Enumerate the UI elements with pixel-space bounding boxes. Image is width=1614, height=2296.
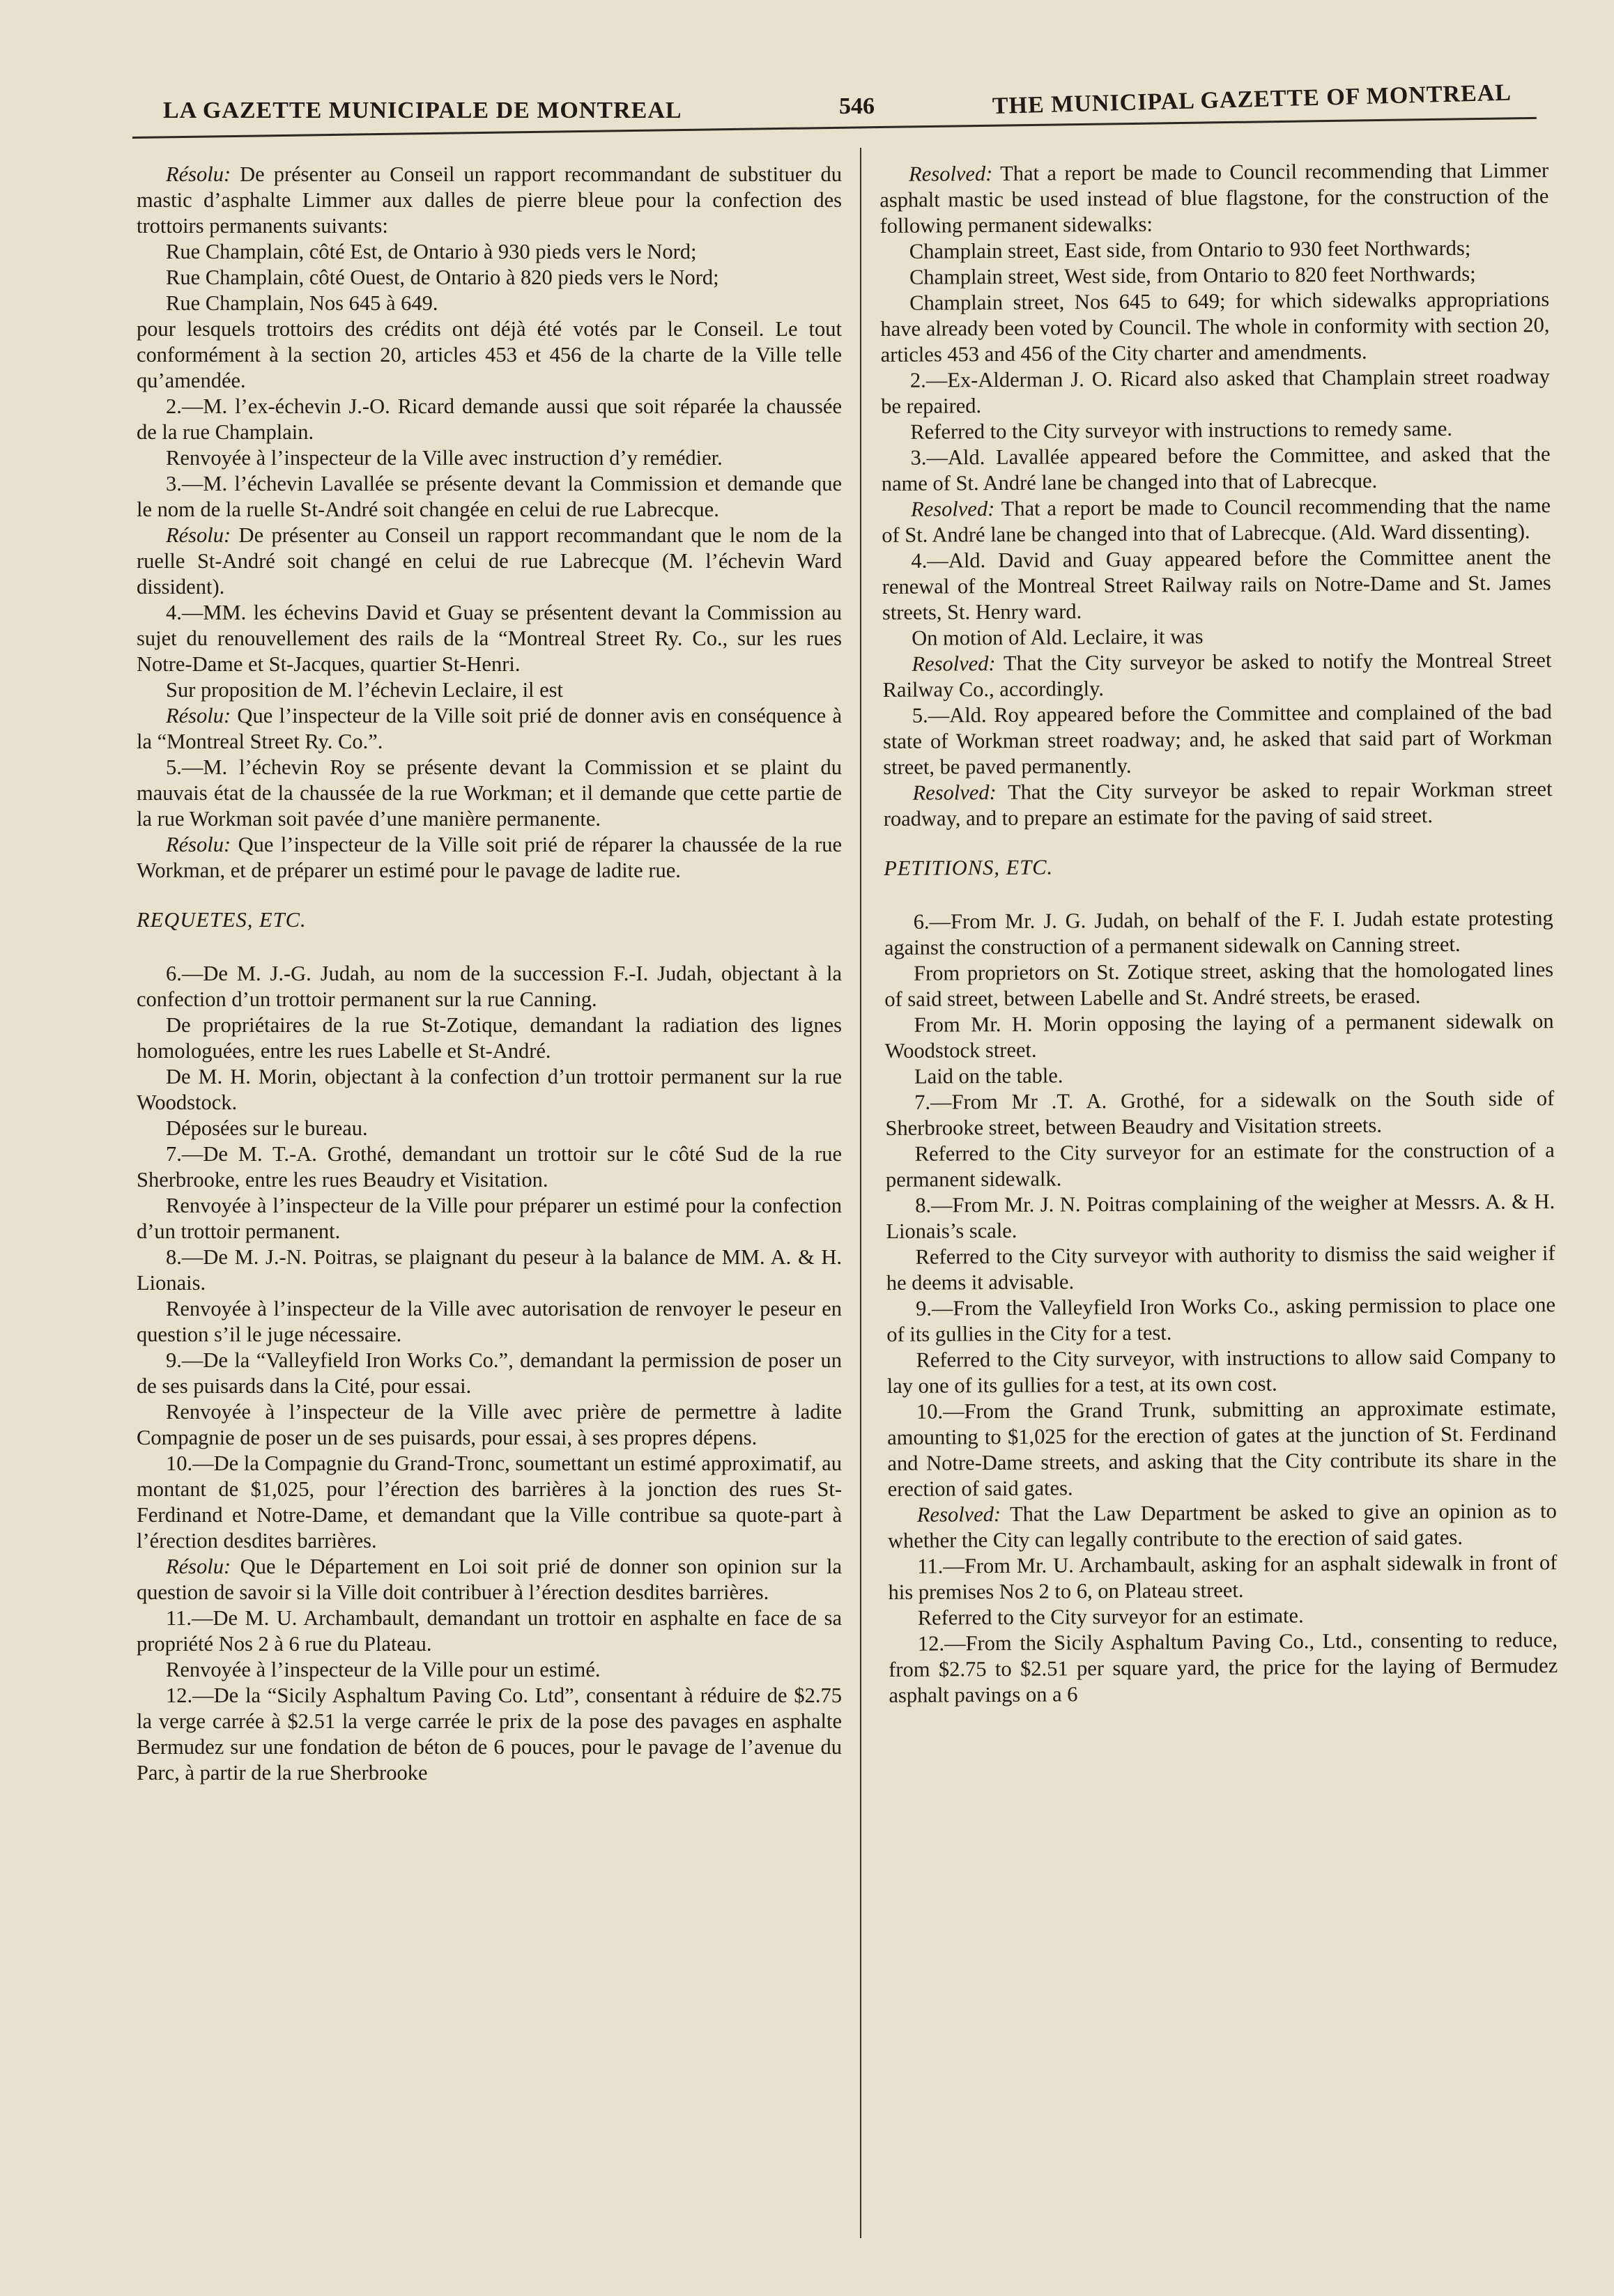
header-french-title: LA GAZETTE MUNICIPALE DE MONTREAL (163, 98, 682, 123)
resolution-lead: Résolu: (166, 1555, 231, 1578)
paragraph (137, 677, 842, 703)
paragraph-text: Laid on the table. (914, 1063, 1063, 1088)
paragraph-text: Champlain street, Nos 645 to 649; for which sidewalks appropriations have already been voted by Council. The whole in conformity with section 20, articles 453 and 456 of the City charter and amendments. (880, 287, 1550, 367)
paragraph-text: pour lesquels trottoirs des crédits ont déjà été votés par le Conseil. Le tout conformément à la section 20, articles 453 et 456 de la charte de la Ville telle qu’amendée. (137, 317, 842, 392)
paragraph (887, 1395, 1557, 1502)
paragraph (137, 1554, 842, 1605)
paragraph-text: De présenter au Conseil un rapport recommandant de substituer du mastic d’asphalte Limmer aux dalles de pierre bleue pour la confection des trottoirs permanents suivants: (137, 162, 842, 238)
paragraph (886, 1137, 1555, 1193)
paragraph (137, 1116, 842, 1141)
paragraph-text: 10.—De la Compagnie du Grand-Tronc, soumettant un estimé approximatif, au montant de $1,025, pour l’érection des barrières à la jonction des rues St-Ferdinand et Notre-Dame, et demandant que la Ville contribue sa quote-part à l’érection desdites barrières. (137, 1451, 842, 1553)
paragraph (137, 265, 842, 291)
resolution-lead: Resolved: (912, 651, 996, 676)
paragraph (137, 523, 842, 600)
paragraph-text: 4.—Ald. David and Guay appeared before the Committee anent the renewal of the Montreal Street Railway rails on Notre-Dame and St. James streets, St. Henry ward. (882, 545, 1551, 624)
page-number: 546 (839, 93, 875, 119)
paragraph (881, 415, 1550, 445)
paragraph (882, 544, 1551, 626)
paragraph (880, 261, 1549, 291)
paragraph-text: 4.—MM. les échevins David et Guay se présentent devant la Commission au sujet du renouvellement des rails de la “Montreal Street Ry. Co., sur les rues Notre-Dame et St-Jacques, quartier St-Henri. (137, 601, 842, 676)
paragraph-text: Champlain street, West side, from Ontario to 820 feet Northwards; (909, 261, 1476, 289)
paragraph (889, 1601, 1558, 1631)
paragraph (889, 1627, 1558, 1709)
paragraph-text: 6.—From Mr. J. G. Judah, on behalf of the F. I. Judah estate protesting against the construction of a permanent sidewalk on Canning street. (884, 906, 1553, 960)
paragraph (883, 776, 1552, 832)
paragraph-text: Renvoyée à l’inspecteur de la Ville pour un estimé. (166, 1658, 601, 1681)
paragraph-text: 3.—M. l’échevin Lavallée se présente devant la Commission et demande que le nom de la ruelle St-André soit changée en celui de rue Labrecque. (137, 472, 842, 521)
page-header (159, 79, 1549, 138)
paragraph-text: From proprietors on St. Zotique street, asking that the homologated lines of said street, between Labelle and St. André streets, be erased. (884, 957, 1554, 1011)
paragraph-text: That the City surveyor be asked to repair Workman street roadway, and to prepare an estimate for the paving of said street. (883, 777, 1553, 831)
paragraph-text: De propriétaires de la rue St-Zotique, demandant la radiation des lignes homologuées, entre les rues Labelle et St-André. (137, 1013, 842, 1063)
paragraph-text: Renvoyée à l’inspecteur de la Ville avec prière de permettre à ladite Compagnie de poser un de ses puisards, pour essai, à ses propres dépens. (137, 1400, 842, 1449)
paragraph (137, 1657, 842, 1683)
paragraph (886, 1240, 1555, 1296)
paragraph (888, 1550, 1557, 1605)
paragraph-text: 11.—De M. U. Archambault, demandant un trottoir en asphalte en face de sa propriété Nos 2 à 6 rue du Plateau. (137, 1606, 842, 1656)
french-column (137, 162, 842, 1786)
paragraph (888, 1498, 1557, 1554)
paragraph-text: De présenter au Conseil un rapport recommandant que le nom de la ruelle St-André soit changé en celui de rue Labrecque (M. l’échevin Ward dissident). (137, 523, 842, 599)
paragraph-text: Referred to the City surveyor, with instructions to allow said Company to lay one of its gullies for a test, at its own cost. (886, 1344, 1556, 1398)
paragraph-text: 10.—From the Grand Trunk, submitting an approximate estimate, amounting to $1,025 for the erection of gates at the junction of St. Ferdinand and Notre-Dame streets, and asking that the City contribute its share in the erection of said gates. (887, 1396, 1557, 1501)
paragraph (137, 1245, 842, 1296)
paragraph (137, 961, 842, 1012)
paragraph-text: On motion of Ald. Leclaire, it was (912, 624, 1204, 650)
paragraph (137, 1064, 842, 1116)
paragraph (137, 1141, 842, 1193)
paragraph (137, 1296, 842, 1348)
paragraph-text: That a report be made to Council recommending that Limmer asphalt mastic be used instead of blue flagstone, for the construction of the following permanent sidewalks: (879, 158, 1549, 238)
paragraph (886, 1292, 1555, 1348)
paragraph (882, 622, 1551, 652)
paragraph (137, 316, 842, 394)
paragraph-text: 7.—De M. T.-A. Grothé, demandant un trottoir sur le côté Sud de la rue Sherbrooke, entre les rues Beaudry et Visitation. (137, 1142, 842, 1192)
paragraph (137, 832, 842, 884)
paragraph-text: That the City surveyor be asked to notify the Montreal Street Railway Co., accordingly. (882, 648, 1552, 702)
resolution-lead: Resolved: (912, 780, 997, 805)
paragraph (137, 239, 842, 265)
paragraph-text: Referred to the City surveyor with instructions to remedy same. (910, 416, 1453, 444)
paragraph-text: Champlain street, East side, from Ontario to 930 feet Northwards; (909, 236, 1471, 263)
paragraph (137, 703, 842, 755)
paragraph-text: 11.—From Mr. U. Archambault, asking for an asphalt sidewalk in front of his premises Nos 2 to 6, on Plateau street. (888, 1550, 1558, 1604)
paragraph (882, 493, 1551, 548)
paragraph (879, 157, 1549, 239)
column-divider (860, 148, 861, 2238)
resolution-lead: Résolu: (166, 704, 231, 727)
paragraph (137, 755, 842, 832)
paragraph (137, 445, 842, 471)
paragraph-text: Renvoyée à l’inspecteur de la Ville avec autorisation de renvoyer le peseur en question s’il le juge nécessaire. (137, 1297, 842, 1346)
paragraph (137, 1193, 842, 1245)
paragraph-text: 9.—From the Valleyfield Iron Works Co., asking permission to place one of its gullies in the City for a test. (886, 1293, 1556, 1346)
resolution-lead: Résolu: (166, 162, 231, 186)
paragraph-text: 5.—M. l’échevin Roy se présente devant la Commission et se plaint du mauvais état de la chaussée de la rue Workman; et il demande que cette partie de la rue Workman soit pavée d’une manière permanente. (137, 755, 842, 831)
paragraph-text: Que l’inspecteur de la Ville soit prié de donner avis en conséquence à la “Montreal Street Ry. Co.”. (137, 704, 842, 753)
paragraph (137, 162, 842, 239)
paragraph-text: Rue Champlain, côté Est, de Ontario à 930 pieds vers le Nord; (166, 240, 697, 263)
paragraph-text: That a report be made to Council recommending that the name of St. André lane be changed into that of Labrecque. (Ald. Ward dissenting). (882, 493, 1551, 547)
paragraph (882, 647, 1551, 703)
paragraph (885, 1086, 1554, 1141)
paragraph-text: Rue Champlain, Nos 645 à 649. (166, 291, 438, 315)
section-heading: PETITIONS, ETC. (884, 855, 1054, 880)
paragraph (880, 286, 1550, 368)
paragraph-text: Que l’inspecteur de la Ville soit prié de réparer la chaussée de la rue Workman, et de préparer un estimé pour le pavage de ladite rue. (137, 833, 842, 882)
paragraph-text: 6.—De M. J.-G. Judah, au nom de la succession F.-I. Judah, objectant à la confection d’un trottoir permanent sur la rue Canning. (137, 962, 842, 1011)
paragraph-text: 2.—M. l’ex-échevin J.-O. Ricard demande aussi que soit réparée la chaussée de la rue Champlain. (137, 394, 842, 444)
paragraph (886, 1343, 1555, 1399)
paragraph (137, 394, 842, 445)
paragraph-text: Renvoyée à l’inspecteur de la Ville avec instruction d’y remédier. (166, 446, 723, 470)
paragraph (885, 1060, 1554, 1090)
paragraph (881, 441, 1550, 497)
paragraph-text: Sur proposition de M. l’échevin Leclaire, il est (166, 678, 564, 702)
paragraph (880, 235, 1549, 265)
resolution-lead: Resolved: (910, 496, 995, 521)
paragraph (886, 1189, 1555, 1245)
paragraph (137, 1012, 842, 1064)
paragraph-text: 2.—Ex-Alderman J. O. Ricard also asked that Champlain street roadway be repaired. (881, 364, 1551, 418)
paragraph (137, 1683, 842, 1786)
paragraph (881, 364, 1550, 419)
paragraph-text: Referred to the City surveyor with authority to dismiss the said weigher if he deems it advisable. (886, 1241, 1555, 1295)
paragraph-text: Rue Champlain, côté Ouest, de Ontario à 820 pieds vers le Nord; (166, 265, 719, 289)
paragraph-text: 8.—From Mr. J. N. Poitras complaining of the weigher at Messrs. A. & H. Lionais’s scale. (886, 1189, 1555, 1243)
paragraph (137, 291, 842, 316)
paragraph-text: Que le Département en Loi soit prié de donner son opinion sur la question de savoir si la Ville doit contribuer à l’érection desdites barrières. (137, 1555, 842, 1604)
paragraph (137, 1605, 842, 1657)
paragraph (137, 1451, 842, 1554)
paragraph-text: Renvoyée à l’inspecteur de la Ville pour préparer un estimé pour la confection d’un trottoir permanent. (137, 1194, 842, 1243)
resolution-lead: Résolu: (166, 833, 231, 856)
paragraph-text: 8.—De M. J.-N. Poitras, se plaignant du peseur à la balance de MM. A. & H. Lionais. (137, 1245, 842, 1295)
paragraph (884, 905, 1553, 961)
paragraph-text: De M. H. Morin, objectant à la confection d’un trottoir permanent sur la rue Woodstock. (137, 1065, 842, 1114)
resolution-lead: Resolved: (909, 162, 993, 186)
header-english-title: THE MUNICIPAL GAZETTE OF MONTREAL (992, 79, 1512, 119)
paragraph-text: 5.—Ald. Roy appeared before the Committee and complained of the bad state of Workman street roadway; and, he asked that said part of Workman street, be paved permanently. (882, 700, 1553, 779)
paragraph-text: From Mr. H. Morin opposing the laying of a permanent sidewalk on Woodstock street. (884, 1009, 1554, 1063)
section-heading: REQUETES, ETC. (137, 908, 307, 932)
paragraph-text: Referred to the City surveyor for an estimate. (917, 1603, 1304, 1630)
paragraph-text: 3.—Ald. Lavallée appeared before the Committee, and asked that the name of St. André lane be changed into that of Labrecque. (881, 442, 1551, 495)
paragraph-text: That the Law Department be asked to give an opinion as to whether the City can legally contribute to the erection of said gates. (887, 1499, 1557, 1553)
paragraph-text: 12.—From the Sicily Asphaltum Paving Co., Ltd., consenting to reduce, from $2.75 to $2.51 per square yard, the price for the laying of Bermudez asphalt pavings on a 6 (889, 1628, 1558, 1707)
paragraph-text: 9.—De la “Valleyfield Iron Works Co.”, demandant la permission de poser un de ses puisards dans la Cité, pour essai. (137, 1348, 842, 1398)
paragraph-text: 7.—From Mr .T. A. Grothé, for a sidewalk on the South side of Sherbrooke street, between Beaudry and Visitation streets. (885, 1086, 1555, 1140)
paragraph-text: 12.—De la “Sicily Asphaltum Paving Co. Ltd”, consentant à réduire de $2.75 la verge carrée à $2.51 la verge carrée le prix de la pose des pavages en asphalte Bermudez sur une fondation de béton de 6 pouces, pour le pavage de l’avenue du Parc, à partir de la rue Sherbrooke (137, 1684, 842, 1785)
paragraph (884, 1008, 1553, 1064)
paragraph-text: Déposées sur le bureau. (166, 1116, 368, 1140)
paragraph (137, 471, 842, 523)
paragraph-text: Referred to the City surveyor for an estimate for the construction of a permanent sidewalk. (885, 1138, 1555, 1192)
resolution-lead: Resolved: (916, 1502, 1001, 1527)
paragraph (137, 1399, 842, 1451)
paragraph (137, 600, 842, 677)
resolution-lead: Résolu: (166, 523, 231, 547)
english-column (879, 157, 1558, 1709)
paragraph (884, 957, 1553, 1012)
paragraph (883, 699, 1553, 780)
paragraph (137, 1348, 842, 1399)
